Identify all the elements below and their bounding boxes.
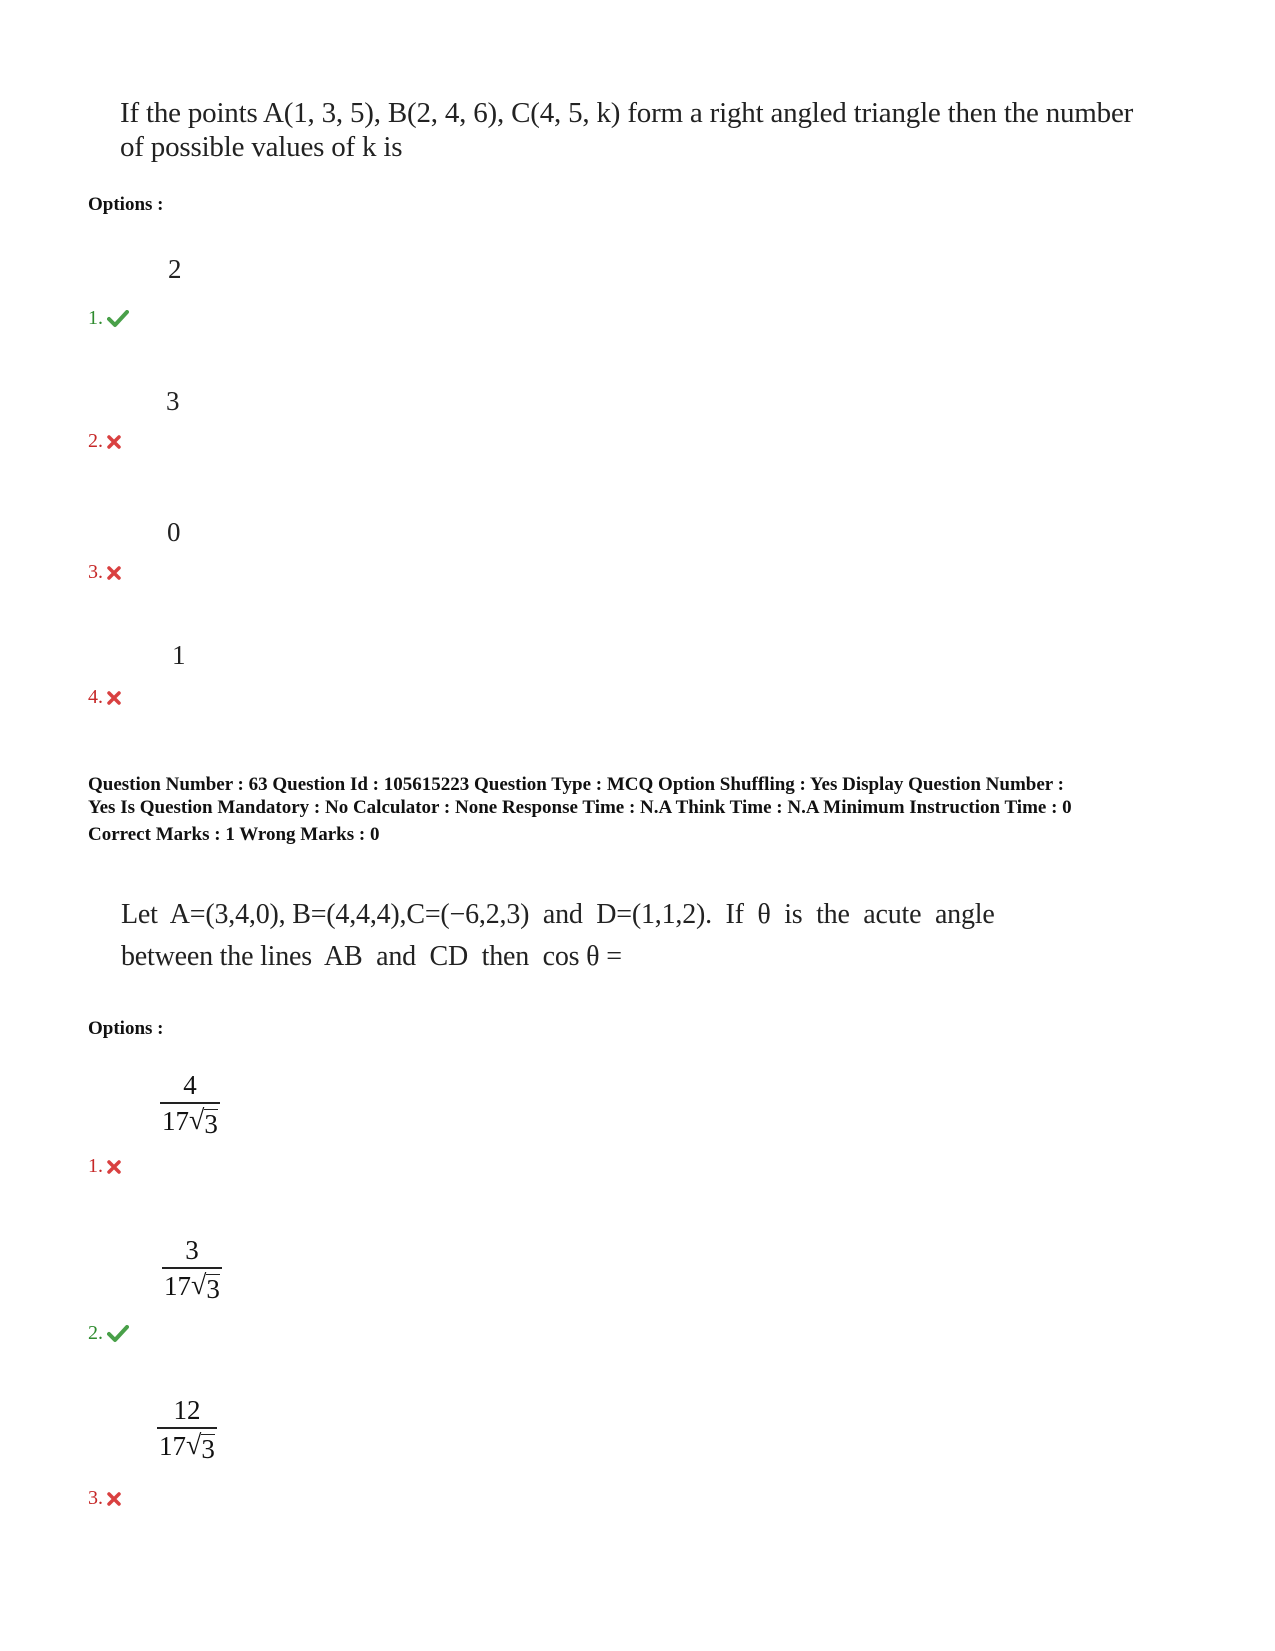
option-value: 3 bbox=[166, 386, 180, 416]
denominator-coefficient: 17 bbox=[162, 1106, 189, 1136]
fraction-option bbox=[160, 1070, 220, 1138]
option-number-label: 2. bbox=[88, 430, 103, 452]
cross-icon bbox=[107, 1492, 121, 1506]
square-root bbox=[191, 1271, 220, 1303]
radical-sign-icon: √ bbox=[186, 1430, 202, 1461]
option-number-label: 3. bbox=[88, 1487, 103, 1509]
option-number-label: 2. bbox=[88, 1322, 103, 1344]
radicand: 3 bbox=[204, 1109, 218, 1139]
option-number-label: 3. bbox=[88, 561, 103, 583]
radicand: 3 bbox=[201, 1434, 215, 1464]
option-number bbox=[88, 686, 121, 709]
radical-sign-icon: √ bbox=[189, 1105, 205, 1136]
fraction-numerator: 12 bbox=[173, 1395, 201, 1425]
denominator-coefficient: 17 bbox=[159, 1431, 186, 1461]
options-heading: Options : bbox=[88, 1018, 164, 1039]
option-value: 1 bbox=[172, 640, 186, 670]
fraction-denominator bbox=[162, 1267, 222, 1303]
fraction-option bbox=[162, 1235, 222, 1303]
cross-icon bbox=[107, 1160, 121, 1174]
check-icon bbox=[107, 310, 129, 328]
option-number bbox=[88, 1322, 129, 1345]
option-number bbox=[88, 561, 121, 584]
metadata-line-3: Correct Marks : 1 Wrong Marks : 0 bbox=[88, 824, 380, 845]
square-root bbox=[189, 1106, 218, 1138]
option-value: 0 bbox=[167, 517, 181, 547]
option-number-label: 1. bbox=[88, 1155, 103, 1177]
option-number bbox=[88, 430, 121, 453]
fraction-numerator: 4 bbox=[183, 1070, 197, 1100]
option-number bbox=[88, 1155, 121, 1178]
metadata-line-2: Yes Is Question Mandatory : No Calculator : None Response Time : N.A Think Time : N.A Minimum Instruction Time : 0 bbox=[88, 797, 1072, 818]
option-number bbox=[88, 1487, 121, 1510]
question-2-line-1: Let A=(3,4,0), B=(4,4,4),C=(−6,2,3) and D=(1,1,2). If θ is the acute angle bbox=[121, 899, 995, 930]
fraction-denominator bbox=[160, 1102, 220, 1138]
question-metadata bbox=[88, 773, 1072, 846]
option-value: 2 bbox=[168, 254, 182, 284]
cross-icon bbox=[107, 566, 121, 580]
cross-icon bbox=[107, 435, 121, 449]
check-icon bbox=[107, 1325, 129, 1343]
question-1-text bbox=[120, 96, 1180, 164]
metadata-line-1: Question Number : 63 Question Id : 105615223 Question Type : MCQ Option Shuffling : Yes Display Question Number : bbox=[88, 774, 1064, 795]
question-2-text bbox=[121, 894, 1121, 978]
option-number-label: 1. bbox=[88, 307, 103, 329]
option-number bbox=[88, 307, 129, 330]
radical-sign-icon: √ bbox=[191, 1270, 207, 1301]
question-2-line-2: between the lines AB and CD then cos θ = bbox=[121, 941, 622, 972]
question-1-line-2: of possible values of k is bbox=[120, 131, 403, 163]
cross-icon bbox=[107, 691, 121, 705]
denominator-coefficient: 17 bbox=[164, 1271, 191, 1301]
fraction-option bbox=[157, 1395, 217, 1463]
radicand: 3 bbox=[206, 1274, 220, 1304]
square-root bbox=[186, 1431, 215, 1463]
option-number-label: 4. bbox=[88, 686, 103, 708]
fraction-denominator bbox=[157, 1427, 217, 1463]
options-heading: Options : bbox=[88, 194, 164, 215]
question-1-line-1: If the points A(1, 3, 5), B(2, 4, 6), C(4, 5, k) form a right angled triangle then the number bbox=[120, 97, 1134, 129]
fraction-numerator: 3 bbox=[185, 1235, 199, 1265]
